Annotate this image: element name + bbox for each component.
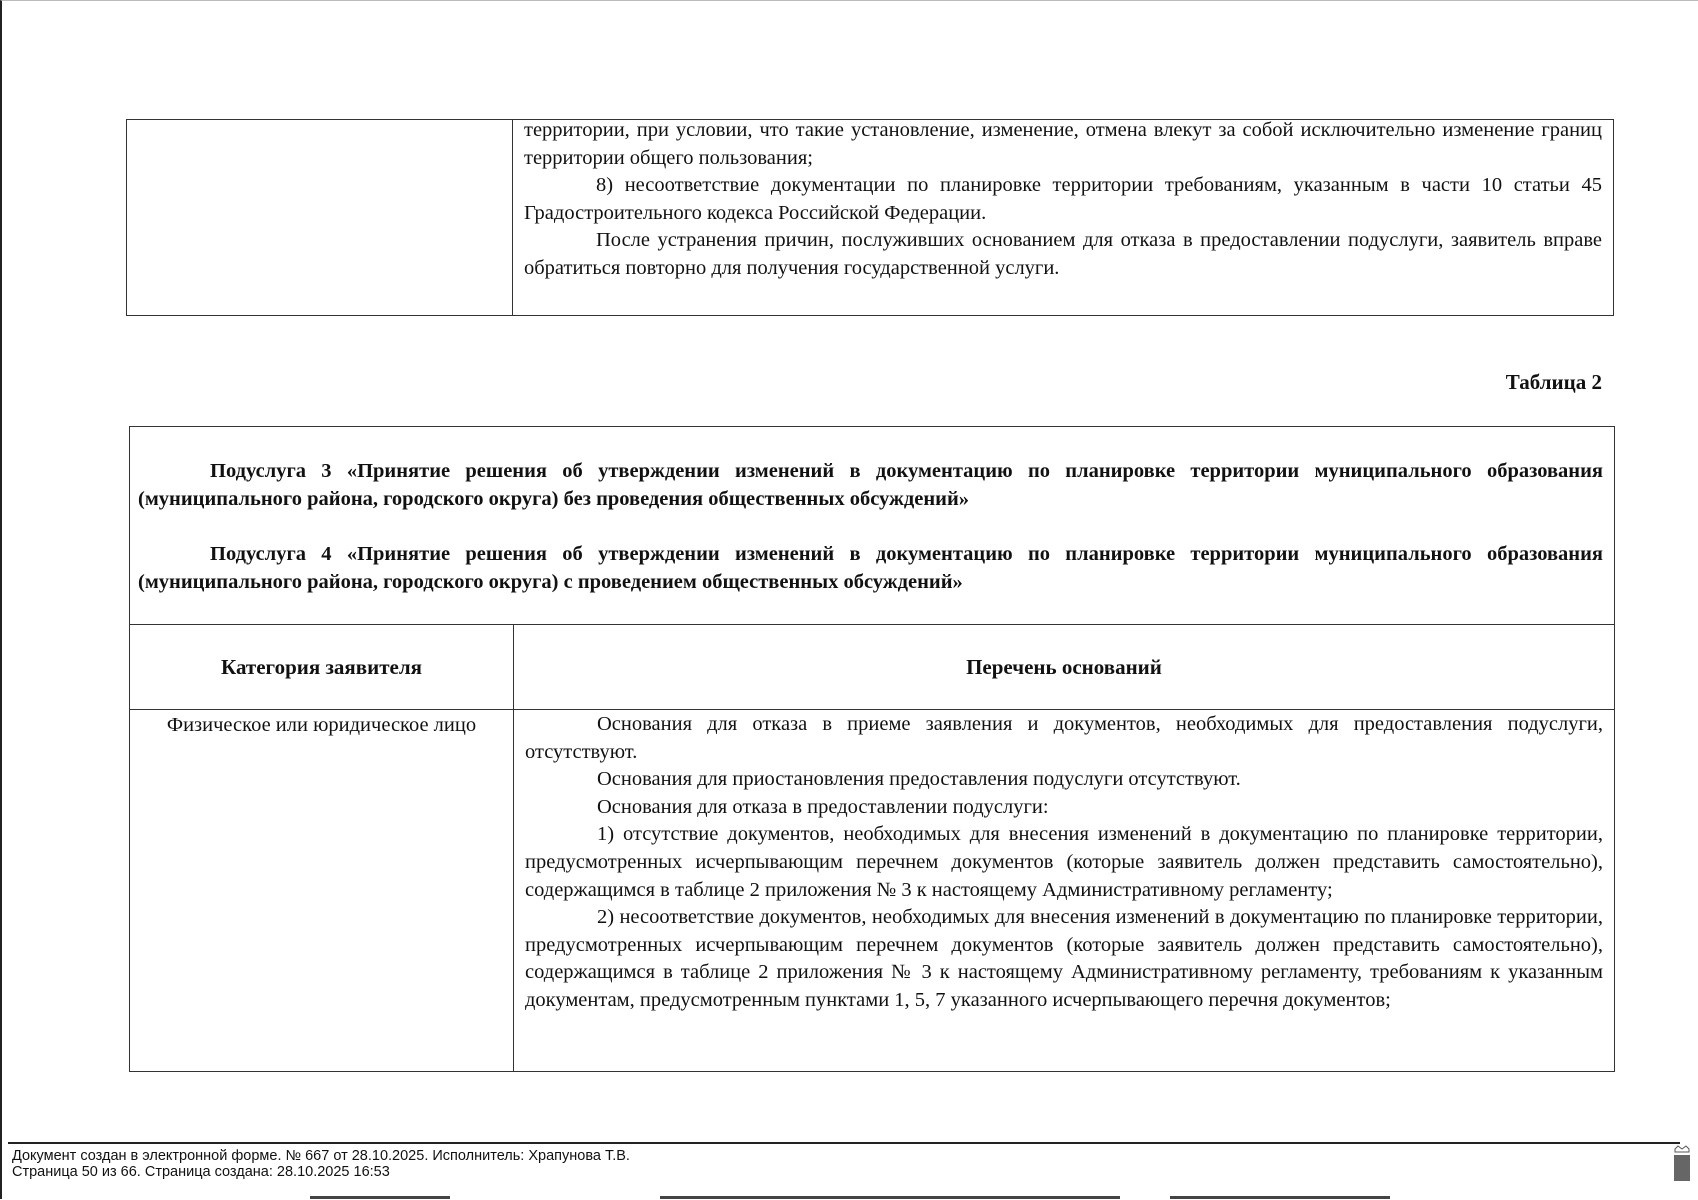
header-grounds: Перечень оснований: [966, 654, 1162, 679]
subservice-heading-block: [130, 427, 1614, 625]
grounds-paragraph: 2) несоответствие документов, необходимых для внесения изменений в документацию по планировке территории, предусмотренных исчерпывающим перечнем документов (которые заявитель должен представить самостоятельно), содержащимся в таблице 2 приложения № 3 к настоящему Административному регламенту, требованиям к указанным документам, предусмотренным пунктами 1, 5, 7 указанного исчерпывающего перечня документов;: [525, 906, 1603, 1011]
continuation-right-cell: [513, 120, 1613, 315]
grounds-cell: [514, 710, 1614, 1071]
scan-edge-mark: [1170, 1196, 1390, 1199]
footer-divider: [8, 1142, 1680, 1144]
header-category: Категория заявителя: [130, 625, 514, 709]
subservice-4-title: Подуслуга 4 «Принятие решения об утверждении изменений в документацию по планировке территории муниципального образования (муниципального района, городского округа) с проведением общественных обсуждений»: [138, 543, 1603, 593]
table-2: [129, 426, 1615, 1072]
applicant-category-cell: Физическое или юридическое лицо: [130, 710, 514, 1071]
grounds-paragraph: Основания для отказа в приеме заявления и документов, необходимых для предоставления подуслуги, отсутствуют.: [525, 713, 1603, 763]
footer: [12, 1148, 630, 1180]
continuation-table: [126, 119, 1614, 316]
footer-page-info: Страница 50 из 66. Страница создана: 28.10.2025 16:53: [12, 1164, 390, 1180]
continuation-paragraph: 8) несоответствие документации по планировке территории требованиям, указанным в части 10 статьи 45 Градостроительного кодекса Российской Федерации.: [524, 174, 1602, 224]
continuation-paragraph: территории, при условии, что такие установление, изменение, отмена влекут за собой исключительно изменение границ территории общего пользования;: [524, 119, 1602, 169]
subservice-3-title: Подуслуга 3 «Принятие решения об утверждении изменений в документацию по планировке территории муниципального образования (муниципального района, городского округа) без проведения общественных обсуждений»: [138, 460, 1603, 510]
document-stamp-icon: [1672, 1145, 1692, 1183]
grounds-paragraph: Основания для отказа в предоставлении подуслуги:: [597, 795, 1049, 818]
continuation-left-cell: [127, 120, 513, 315]
table-caption: Таблица 2: [1505, 370, 1602, 394]
footer-document-info: Документ создан в электронной форме. № 667 от 28.10.2025. Исполнитель: Храпунова Т.В.: [12, 1148, 630, 1164]
scan-edge-mark: [310, 1196, 450, 1199]
grounds-paragraph: 1) отсутствие документов, необходимых для внесения изменений в документацию по планировке территории, предусмотренных исчерпывающим перечнем документов (которые заявитель должен представить самостоятельно), содержащимся в таблице 2 приложения № 3 к настоящему Административному регламенту;: [525, 823, 1603, 901]
table-header-row: [130, 625, 1614, 710]
scan-edge-mark: [660, 1196, 1120, 1199]
continuation-paragraph: После устранения причин, послуживших основанием для отказа в предоставлении подуслуги, заявитель вправе обратиться повторно для получения государственной услуги.: [524, 229, 1602, 279]
grounds-paragraph: Основания для приостановления предоставления подуслуги отсутствуют.: [597, 768, 1241, 791]
table-row: [130, 710, 1614, 1071]
